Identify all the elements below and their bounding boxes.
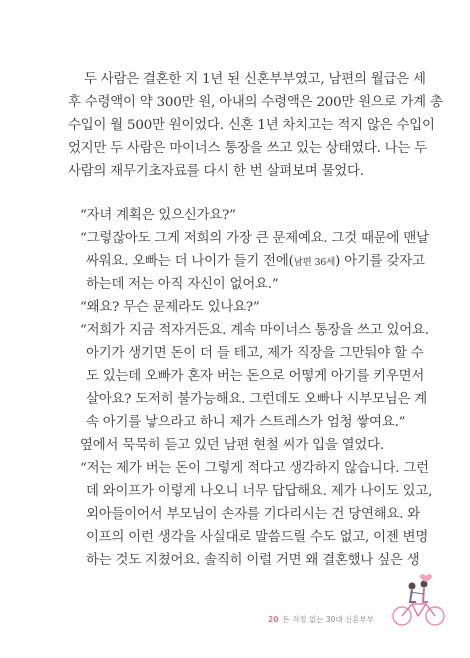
page-number: 20 <box>268 615 279 624</box>
dialogue-line: 하는데 저는 아직 자신이 없어요.” <box>86 277 279 292</box>
narration-line: 옆에서 묵묵히 듣고 있던 남편 현철 씨가 입을 열었다. <box>80 438 384 453</box>
paragraph-line: 후 수령액이 약 300만 원, 아내의 수령액은 200만 원으로 가계 총 <box>68 95 443 110</box>
dialogue-text: ) 아기를 갖자고 <box>335 254 425 269</box>
paragraph-line: 수입이 월 500만 원이었다. 신혼 1년 차치고는 적지 않은 수입이 <box>68 118 435 133</box>
dialogue-line: 데 와이프가 이렇게 나오니 너무 답답해요. 제가 나이도 있고, <box>86 484 433 499</box>
dialogue-line: 아기가 생기면 돈이 더 들 테고, 제가 직장을 그만둬야 할 수 <box>86 346 424 361</box>
paragraph-line: 사람의 재무기초자료를 다시 한 번 살펴보며 물었다. <box>68 164 364 179</box>
dialogue-line: 속 아기를 낳으라고 하니 제가 스트레스가 엄청 쌓여요.” <box>86 415 406 430</box>
age-note: 남편 36세 <box>293 257 336 268</box>
paragraph-line: 두 사람은 결혼한 지 1년 된 신혼부부였고, 남편의 월급은 세 <box>84 72 426 87</box>
dialogue-line: 이프의 이런 생각을 사실대로 말씀드릴 수도 없고, 이젠 변명 <box>86 530 429 545</box>
dialogue-line: “왜요? 무슨 문제라도 있나요?” <box>80 300 260 315</box>
dialogue-line: 도 있는데 오빠가 혼자 버는 돈으로 어떻게 아기를 키우면서 <box>86 369 425 384</box>
page-footer <box>268 614 374 625</box>
dialogue-line: “저는 제가 버는 돈이 그렇게 적다고 생각하지 않습니다. 그런 <box>80 461 429 476</box>
dialogue-line: “자녀 계획은 있으신가요?” <box>80 208 236 223</box>
dialogue-line: 하는 것도 지쳤어요. 솔직히 이럴 거면 왜 결혼했나 싶은 생 <box>86 553 420 568</box>
paragraph-line: 었지만 두 사람은 마이너스 통장을 쓰고 있는 상태였다. 나는 두 <box>68 141 427 156</box>
couple-bicycle-illustration-icon <box>388 572 448 628</box>
dialogue-line: 외아들이어서 부모님이 손자를 기다리시는 건 당연해요. 와 <box>86 507 421 522</box>
dialogue-line: “그렇잖아도 그게 저희의 가장 큰 문제예요. 그것 때문에 맨날 <box>80 231 429 246</box>
dialogue-text: 싸워요. 오빠는 더 나이가 들기 전에( <box>86 254 294 269</box>
dialogue-line <box>86 253 425 272</box>
dialogue-line: “저희가 지금 적자거든요. 계속 마이너스 통장을 쓰고 있어요. <box>80 323 429 338</box>
book-title: 돈 걱정 없는 30대 신혼부부 <box>282 615 374 624</box>
dialogue-line: 살아요? 도저히 불가능해요. 그런데도 오빠나 시부모님은 계 <box>86 392 428 407</box>
